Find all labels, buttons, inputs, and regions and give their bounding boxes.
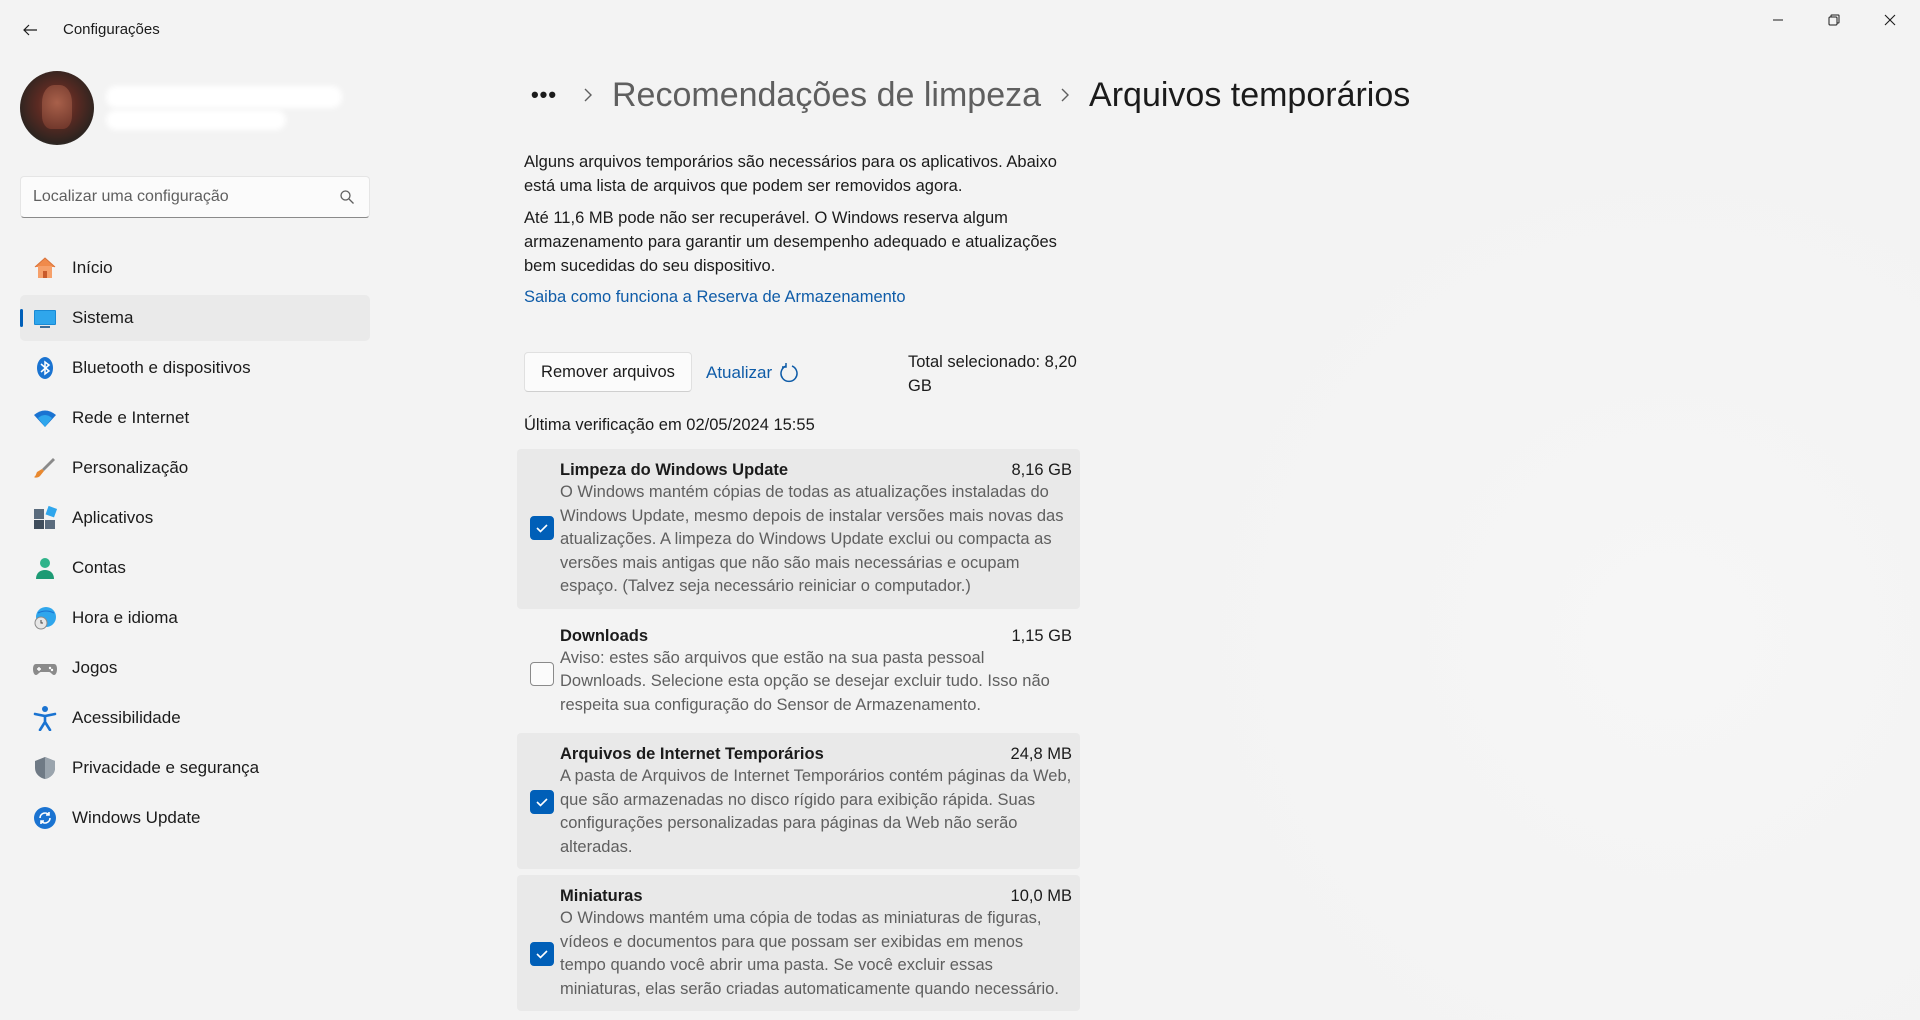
checkmark-icon <box>534 794 550 810</box>
sidebar-item-bluetooth[interactable] <box>20 345 370 391</box>
total-selected: Total selecionado: 8,20 GB <box>908 353 1077 395</box>
intro-section <box>524 150 1084 307</box>
bluetooth-icon <box>32 355 58 381</box>
back-arrow-icon <box>22 22 38 38</box>
list-item-thumbnails[interactable] <box>517 875 1080 1011</box>
search-input[interactable] <box>33 177 333 217</box>
wifi-icon <box>32 405 58 431</box>
item-description: A pasta de Arquivos de Internet Temporários contém páginas da Web, que são armazenadas no disco rígido para exibição rápida. Suas configurações personalizadas para páginas da Web não serão alteradas. <box>560 767 1072 856</box>
item-title: Limpeza do Windows Update <box>560 461 789 479</box>
sidebar-item-sistema[interactable] <box>20 295 370 341</box>
gamepad-icon <box>32 655 58 681</box>
sidebar-item-label: Windows Update <box>72 808 201 827</box>
sidebar-item-acessibilidade[interactable] <box>20 695 370 741</box>
sidebar-item-label: Personalização <box>72 458 189 477</box>
storage-reserve-link[interactable]: Saiba como funciona a Reserva de Armazenamento <box>524 288 906 306</box>
shield-icon <box>32 755 58 781</box>
back-button[interactable] <box>14 16 46 44</box>
chevron-right-icon <box>582 88 594 102</box>
brush-icon <box>32 455 58 481</box>
item-size: 10,0 MB <box>1010 887 1072 905</box>
sidebar-item-label: Sistema <box>72 308 134 327</box>
item-title: Miniaturas <box>560 887 643 905</box>
checkmark-icon <box>534 520 550 536</box>
search-icon[interactable] <box>339 189 355 205</box>
list-item-temporary-internet-files[interactable] <box>517 733 1080 869</box>
person-icon <box>32 555 58 581</box>
checkmark-icon <box>534 946 550 962</box>
redaction-mark <box>106 86 342 108</box>
breadcrumb-parent-link[interactable]: Recomendações de limpeza <box>612 75 1042 114</box>
refresh-label: Atualizar <box>706 363 773 382</box>
item-title: Downloads <box>560 626 649 645</box>
breadcrumb <box>524 70 1410 120</box>
item-title: Arquivos de Internet Temporários <box>560 745 824 763</box>
search-box[interactable] <box>20 176 370 218</box>
checkbox-windows-update-cleanup[interactable] <box>530 516 554 540</box>
update-icon <box>32 805 58 831</box>
sidebar-item-label: Contas <box>72 558 126 577</box>
minimize-icon <box>1772 14 1784 26</box>
breadcrumb-more-button[interactable]: ••• <box>530 82 558 107</box>
sidebar-item-label: Jogos <box>72 658 118 677</box>
checkbox-thumbnails[interactable] <box>530 942 554 966</box>
actions-bar <box>524 352 1084 402</box>
remove-files-button[interactable]: Remover arquivos <box>524 352 692 392</box>
home-icon <box>32 255 58 281</box>
sidebar-item-label: Bluetooth e dispositivos <box>72 358 251 377</box>
sidebar-item-label: Rede e Internet <box>72 408 190 427</box>
item-description: O Windows mantém cópias de todas as atualizações instaladas do Windows Update, mesmo depois de instalar versões mais novas das atualizações. A limpeza do Windows Update exclui ou compacta as versões mais antigas que não são mais necessárias e ocupam espaço. (Talvez seja necessário reiniciar o computador.) <box>560 483 1064 595</box>
checkbox-downloads[interactable] <box>530 662 554 686</box>
reserve-note: Até 11,6 MB pode não ser recuperável. O Windows reserva algum armazenamento para garantir um desempenho adequado e atualizações bem sucedidas do seu dispositivo. <box>524 209 1057 275</box>
sidebar-item-label: Privacidade e segurança <box>72 758 260 777</box>
chevron-right-icon <box>1059 88 1071 102</box>
restore-icon <box>1828 14 1840 26</box>
title-bar <box>0 0 1920 60</box>
list-item-windows-update-cleanup[interactable] <box>517 449 1080 609</box>
sidebar-item-label: Hora e idioma <box>72 608 178 627</box>
accessibility-icon <box>32 705 58 731</box>
sidebar-item-label: Acessibilidade <box>72 708 181 727</box>
app-title: Configurações <box>63 21 160 38</box>
list-item-downloads[interactable] <box>517 615 1080 728</box>
sidebar-item-inicio[interactable] <box>20 245 370 291</box>
temp-files-list <box>517 449 1080 1017</box>
globe-clock-icon <box>32 605 58 631</box>
item-description: Aviso: estes são arquivos que estão na sua pasta pessoal Downloads. Selecione esta opção se desejar excluir tudo. Isso não respeita sua configuração do Sensor de Armazenamento. <box>560 648 1050 714</box>
sidebar-item-jogos[interactable] <box>20 645 370 691</box>
checkbox-temporary-internet-files[interactable] <box>530 790 554 814</box>
last-check-text: Última verificação em 02/05/2024 15:55 <box>524 416 815 434</box>
sidebar-item-label: Início <box>72 258 113 277</box>
avatar[interactable] <box>20 71 94 145</box>
minimize-button[interactable] <box>1750 0 1806 40</box>
restore-button[interactable] <box>1806 0 1862 40</box>
sidebar-nav <box>20 245 370 845</box>
refresh-icon <box>778 362 800 384</box>
account-name-redacted <box>106 86 342 132</box>
sidebar-item-hora-idioma[interactable] <box>20 595 370 641</box>
close-icon <box>1884 14 1896 26</box>
intro-text: Alguns arquivos temporários são necessários para os aplicativos. Abaixo está uma lista de arquivos que podem ser removidos agora. <box>524 153 1057 195</box>
sidebar-item-personalizacao[interactable] <box>20 445 370 491</box>
item-size: 1,15 GB <box>1011 626 1072 645</box>
item-description: O Windows mantém uma cópia de todas as miniaturas de figuras, vídeos e documentos para que possam ser exibidas em menos tempo quando você abrir uma pasta. Se você excluir essas miniaturas, elas serão criadas automaticamente quando necessário. <box>560 909 1059 998</box>
sidebar-item-aplicativos[interactable] <box>20 495 370 541</box>
system-icon <box>32 305 58 331</box>
sidebar-item-windows-update[interactable] <box>20 795 370 841</box>
background <box>1090 60 1920 1020</box>
sidebar-item-privacidade[interactable] <box>20 745 370 791</box>
item-size: 24,8 MB <box>1010 745 1072 763</box>
sidebar-item-contas[interactable] <box>20 545 370 591</box>
redaction-mark <box>106 110 286 130</box>
refresh-button[interactable] <box>706 358 800 388</box>
sidebar-item-rede[interactable] <box>20 395 370 441</box>
sidebar-item-label: Aplicativos <box>72 508 154 527</box>
item-size: 8,16 GB <box>1011 461 1072 479</box>
apps-icon <box>32 505 58 531</box>
page-title: Arquivos temporários <box>1089 75 1411 114</box>
close-button[interactable] <box>1862 0 1918 40</box>
